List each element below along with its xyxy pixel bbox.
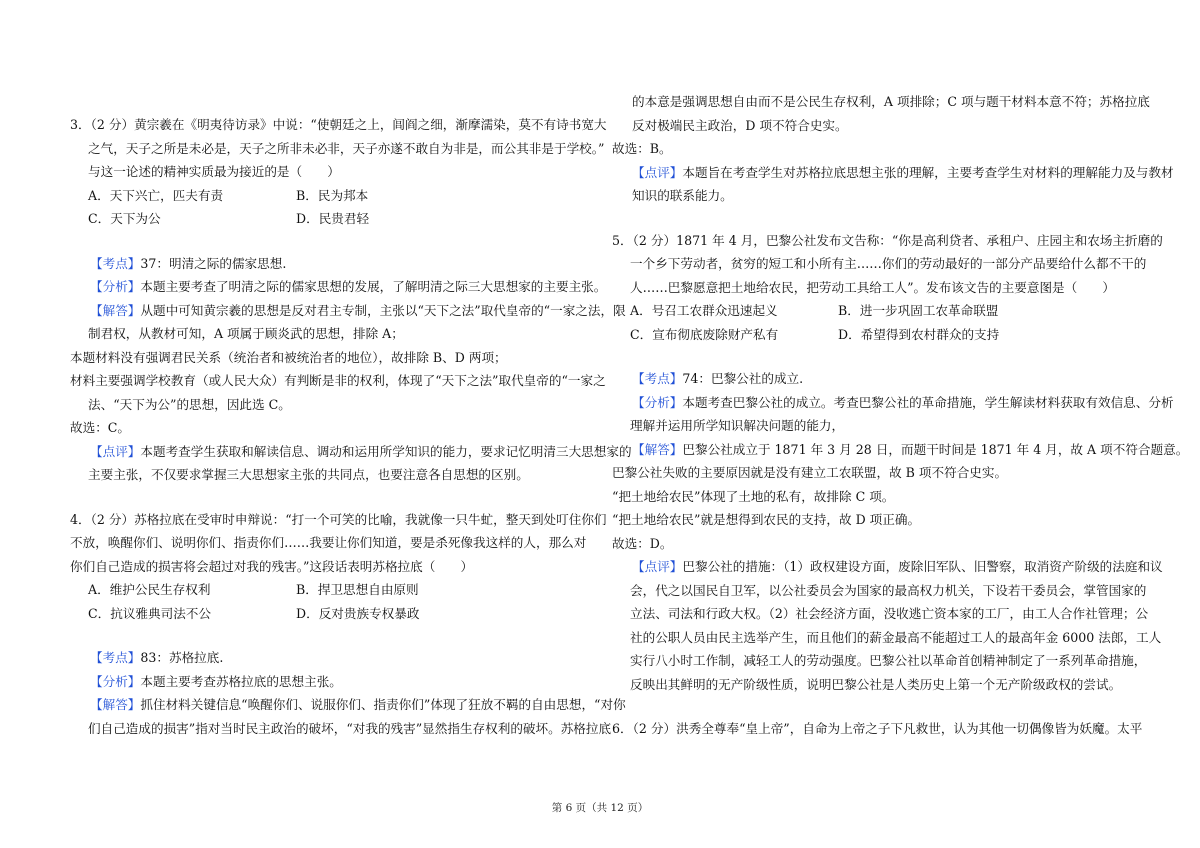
jieda-text: 抓住材料关键信息“唤醒你们、说服你们、指责你们”体现了狂放不羁的自由思想，“对你 [140,697,626,712]
jieda-line: 制君权，从教材可知，A 项属于顾炎武的思想，排除 A； [88,326,404,341]
options-row [612,299,1140,323]
kaodian [612,367,1140,391]
kaodian-tag: 【考点】 [90,650,141,665]
question-3 [70,113,632,487]
dianping [612,555,1163,579]
option-b: B．进一步巩固工农革命联盟 [838,303,999,318]
dianping [612,161,1174,185]
question-6 [612,717,1143,741]
question-4 [70,508,626,741]
jieda [70,299,626,323]
answer-line: 故选：C。 [70,420,131,435]
question-stem-line: 一个乡下劳动者，贫穷的短工和小所有主……你们的劳动最好的一部分产品要给什么都不干的 [630,256,1147,271]
jieda-line: 的本意是强调思想自由而不是公民生存权利，A 项排除；C 项与题干材料本意不符；苏格拉底 [632,94,1150,109]
jieda-line: “把土地给农民”体现了土地的私有，故排除 C 项。 [612,488,895,504]
options-row [70,184,598,208]
dianping-text: 本题考查学生获取和解读信息、调动和运用所学知识的能力，要求记忆明清三大思想家的 [140,443,632,459]
kaodian [70,646,598,670]
dianping-line: 社的公职人员由民主选举产生，而且他们的薪金最高不能超过工人的最高年金 6000 法郎，工人 [630,629,1162,645]
fenxi-text: 本题考查巴黎公社的成立。考查巴黎公社的革命措施，学生解读材料获取有效信息、分析 [682,394,1174,410]
options-row [70,207,598,231]
jieda-tag: 【解答】 [90,302,141,318]
dianping-tag: 【点评】 [90,443,141,459]
dianping-line: 会，代之以国民自卫军，以公社委员会为国家的最高权力机关，下设若干委员会，掌管国家的 [630,582,1147,598]
kaodian-text: 83：苏格拉底. [140,650,224,665]
dianping-text: 巴黎公社的措施：（1）政权建设方面，废除旧军队、旧警察，取消资产阶级的法庭和议 [682,559,1163,574]
dianping [70,440,632,464]
option-d: D．希望得到农村群众的支持 [838,326,1000,342]
jieda-line: 巴黎公社失败的主要原因就是没有建立工农联盟，故 B 项不符合史实。 [612,465,1008,480]
question-5 [612,229,1189,697]
jieda [70,693,626,717]
options-row [70,578,598,602]
options-row [612,323,1140,347]
options-row [70,602,598,626]
dianping-line: 知识的联系能力。 [632,188,733,203]
option-d: D．民贵君轻 [296,211,370,226]
jieda-line: “把土地给农民”就是想得到农民的支持，故 D 项正确。 [612,512,921,527]
dianping-text: 本题旨在考查学生对苏格拉底思想主张的理解，主要考查学生对材料的理解能力及与教材 [682,164,1174,180]
option-b: B．民为邦本 [296,187,369,203]
fenxi [612,391,1174,415]
option-c: C．宣布彻底废除财产私有 [630,326,779,342]
option-a: A．天下兴亡，匹夫有责 [88,187,224,203]
dianping-tag: 【点评】 [632,164,683,180]
dianping-line: 主要主张，不仅要求掌握三大思想家主张的共同点，也要注意各自思想的区别。 [88,467,529,482]
fenxi [70,670,598,694]
dianping-line: 反映出其鲜明的无产阶级性质，说明巴黎公社是人类历史上第一个无产阶级政权的尝试。 [630,676,1122,692]
question-stem-line: 之气，天子之所是未必是，天子之所非未必非，天子亦遂不敢自为非是，而公其非是于学校。” [88,140,605,156]
fenxi [70,275,607,299]
option-d: D．反对贵族专权暴政 [296,605,420,621]
question-stem-line: 不放，唤醒你们、说明你们、指责你们……我要让你们知道，要是杀死像我这样的人，那么对 [70,535,587,550]
question-stem-line: 4．（2 分）苏格拉底在受审时申辩说：“打一个可笑的比喻，我就像一只牛虻，整天到处叮住你们 [70,511,607,527]
jieda-text: 从题中可知黄宗羲的思想是反对君主专制，主张以“天下之法”取代皇帝的“一家之法，限 [140,302,626,318]
question-stem-line: 3．（2 分）黄宗羲在《明夷待访录》中说：“使朝廷之上，闾阎之细，渐摩濡染，莫不有诗书宽大 [70,117,607,132]
kaodian-tag: 【考点】 [90,255,141,271]
fenxi-line: 理解并运用所学知识解决问题的能力， [630,418,845,433]
kaodian-tag: 【考点】 [632,371,683,386]
jieda-line: 本题材料没有强调君民关系（统治者和被统治者的地位），故排除 B、D 两项； [70,349,507,365]
answer-line: 故选：D。 [612,535,673,551]
question-stem-line: 与这一论述的精神实质最为接近的是（ ） [88,164,340,179]
option-a: A．维护公民生存权利 [88,582,211,597]
kaodian-text: 37：明清之际的儒家思想. [140,255,287,271]
fenxi-text: 本题主要考查苏格拉底的思想主张。 [140,673,342,689]
fenxi-text: 本题主要考查了明清之际的儒家思想的发展，了解明清之际三大思想家的主要主张。 [140,279,607,294]
kaodian-text: 74：巴黎公社的成立. [682,371,804,386]
fenxi-tag: 【分析】 [632,394,683,410]
dianping-line: 立法、司法和行政大权。（2）社会经济方面，没收逃亡资本家的工厂，由工人合作社管理；公 [630,606,1149,621]
dianping-line: 实行八小时工作制，减轻工人的劳动强度。巴黎公社以革命首创精神制定了一系列革命措施， [630,653,1147,668]
left-column [70,113,632,740]
question-stem-line: 6．（2 分）洪秀全尊奉“皇上帝”，自命为上帝之子下凡救世，认为其他一切偶像皆为妖魔。太平 [612,721,1143,736]
jieda-line: 们自己造成的损害”指对当时民主政治的破坏，“对我的残害”显然指生存权利的破坏。苏格拉底 [88,720,612,736]
jieda-tag: 【解答】 [90,697,141,712]
jieda-tag: 【解答】 [632,441,683,457]
right-column [612,90,1189,741]
jieda-line: 法、“天下为公”的思想，因此选 C。 [88,396,291,412]
option-b: B．捍卫思想自由原则 [296,582,419,597]
jieda-line: 反对极端民主政治，D 项不符合史实。 [632,117,848,133]
page-footer: 第 6 页（共 12 页） [551,802,649,814]
question-stem-line: 人……巴黎愿意把土地给农民，把劳动工具给工人”。发布该文告的主要意图是（ ） [630,279,1116,295]
answer-line: 故选：B。 [612,141,672,156]
dianping-tag: 【点评】 [632,559,683,574]
fenxi-tag: 【分析】 [90,673,141,689]
kaodian [70,252,598,276]
question-stem-line: 你们自己造成的损害将会超过对我的残害。”这段话表明苏格拉底（ ） [70,558,474,574]
option-c: C．抗议雅典司法不公 [88,605,211,621]
question-stem-line: 5．（2 分）1871 年 4 月，巴黎公社发布文告称：“你是高利贷者、承租户、庄园主和农场主折磨的 [612,232,1163,248]
option-c: C．天下为公 [88,211,161,226]
option-a: A．号召工农群众迅速起义 [630,303,778,318]
question-4-continued [612,90,1174,208]
jieda [612,438,1189,462]
jieda-text: 巴黎公社成立于 1871 年 3 月 28 日，而题干时间是 1871 年 4 月，故 A 项不符合题意。 [682,441,1189,457]
fenxi-tag: 【分析】 [90,279,141,294]
jieda-line: 材料主要强调学校教育（或人民大众）有判断是非的权利，体现了“天下之法”取代皇帝的“一家之 [70,373,606,388]
